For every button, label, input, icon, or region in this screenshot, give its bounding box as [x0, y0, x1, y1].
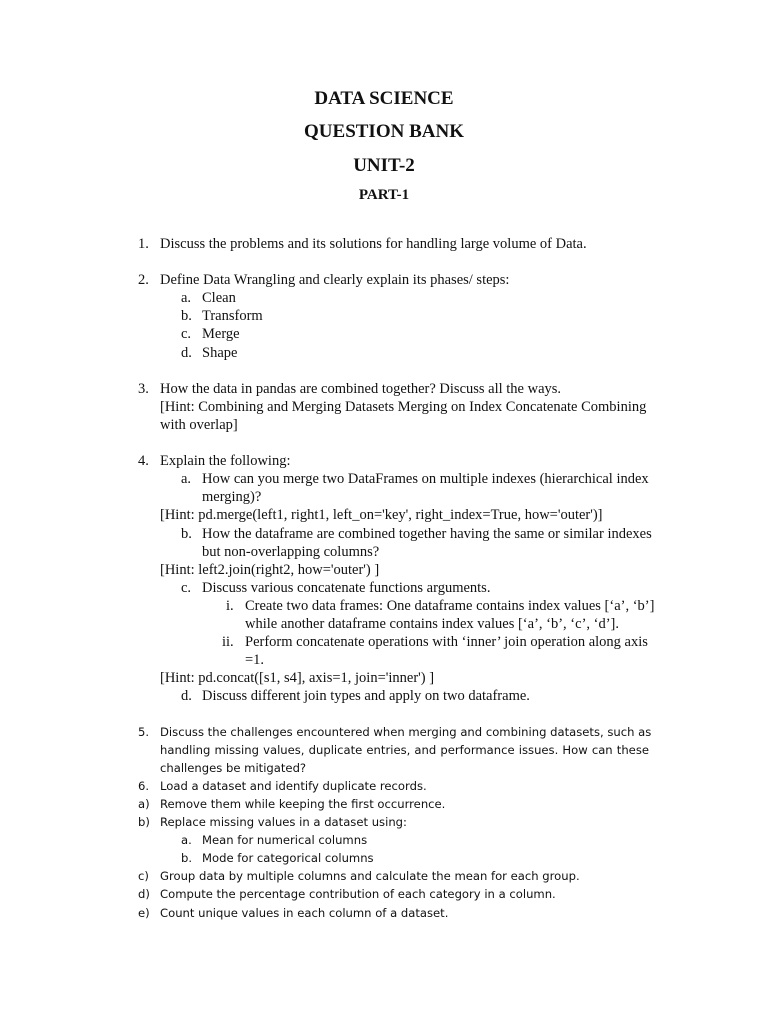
q4b-text-line1: How the dataframe are combined together having the same or similar indexes [202, 526, 652, 542]
q2-item-text: Shape [202, 345, 238, 361]
q4d-marker: d. [181, 688, 192, 704]
q5-text-line1: Discuss the challenges encountered when merging and combining datasets, such as [160, 725, 652, 739]
q3-hint-line2: with overlap] [160, 417, 238, 433]
q4-text: Explain the following: [160, 453, 291, 469]
q4c-i-text-line1: Create two data frames: One dataframe contains index values [‘a’, ‘b’] [245, 598, 655, 614]
q3-number: 3. [138, 381, 149, 397]
q6a-text: Remove them while keeping the first occurrence. [160, 797, 446, 811]
q4a-text-line1: How can you merge two DataFrames on multiple indexes (hierarchical index [202, 471, 649, 487]
doc-part: PART-1 [358, 187, 410, 203]
q4a-hint: [Hint: pd.merge(left1, right1, left_on='key', right_index=True, how='outer')] [160, 507, 603, 523]
q6d-text: Compute the percentage contribution of each category in a column. [160, 887, 556, 901]
q6-text: Load a dataset and identify duplicate records. [160, 779, 427, 793]
q6b-marker: b) [138, 815, 150, 829]
q4b-marker: b. [181, 526, 192, 542]
q4c-ii-text-line1: Perform concatenate operations with ‘inner’ join operation along axis [245, 634, 648, 650]
q2-item-text: Clean [202, 290, 236, 306]
q6b-a-text: Mean for numerical columns [202, 833, 368, 847]
q6a-marker: a) [138, 797, 150, 811]
q5-line2-wrap [160, 741, 649, 759]
doc-unit: UNIT-2 [353, 155, 415, 176]
q6-number: 6. [138, 779, 150, 793]
q4a-marker: a. [181, 471, 192, 487]
q4d-text: Discuss different join types and apply on two dataframe. [202, 688, 530, 704]
q6c-text: Group data by multiple columns and calculate the mean for each group. [160, 869, 580, 883]
q6b-text: Replace missing values in a dataset using: [160, 815, 407, 829]
q4b-hint: [Hint: left2.join(right2, how='outer') ] [160, 562, 380, 578]
q4c-ii-text-line2: =1. [245, 652, 265, 668]
q2-item-text: Merge [202, 326, 240, 342]
q6e-marker: e) [138, 906, 150, 920]
doc-subtitle: QUESTION BANK [304, 121, 464, 142]
q2-item-marker: b. [181, 308, 192, 324]
q2-item-marker: c. [181, 326, 192, 342]
q6d-marker: d) [138, 887, 150, 901]
doc-title: DATA SCIENCE [314, 88, 454, 109]
q5-text-line3: challenges be mitigated? [160, 761, 307, 775]
q4-number: 4. [138, 453, 149, 469]
q6b-a-marker: a. [181, 833, 192, 847]
q4c-text: Discuss various concatenate functions arguments. [202, 580, 491, 596]
q2-item-marker: d. [181, 345, 192, 361]
q4a-text-line2: merging)? [202, 489, 262, 505]
q5-text-line2: handling missing values, duplicate entries, and performance issues. How can these [160, 743, 649, 757]
q5-number: 5. [138, 725, 150, 739]
q4c-ii-marker: ii. [222, 634, 234, 650]
q4b-text-line2: but non-overlapping columns? [202, 544, 380, 560]
q4c-hint: [Hint: pd.concat([s1, s4], axis=1, join='inner') ] [160, 670, 435, 686]
q6e-text: Count unique values in each column of a dataset. [160, 906, 449, 920]
q6b-b-text: Mode for categorical columns [202, 851, 374, 865]
q1-number: 1. [138, 236, 149, 252]
q5-line1-wrap [160, 723, 652, 741]
q2-item-text: Transform [202, 308, 263, 324]
q2-item-marker: a. [181, 290, 192, 306]
q4c-i-marker: i. [226, 598, 234, 614]
q1-text: Discuss the problems and its solutions for handling large volume of Data. [160, 236, 587, 252]
q4c-marker: c. [181, 580, 192, 596]
q3-text: How the data in pandas are combined together? Discuss all the ways. [160, 381, 562, 397]
q2-number: 2. [138, 272, 149, 288]
q3-hint-line1: [Hint: Combining and Merging Datasets Merging on Index Concatenate Combining [160, 399, 647, 415]
q6b-b-marker: b. [181, 851, 193, 865]
q4c-i-text-line2: while another dataframe contains index values [‘a’, ‘b’, ‘c’, ‘d’]. [245, 616, 620, 632]
q6c-marker: c) [138, 869, 149, 883]
q2-text: Define Data Wrangling and clearly explain its phases/ steps: [160, 272, 510, 288]
